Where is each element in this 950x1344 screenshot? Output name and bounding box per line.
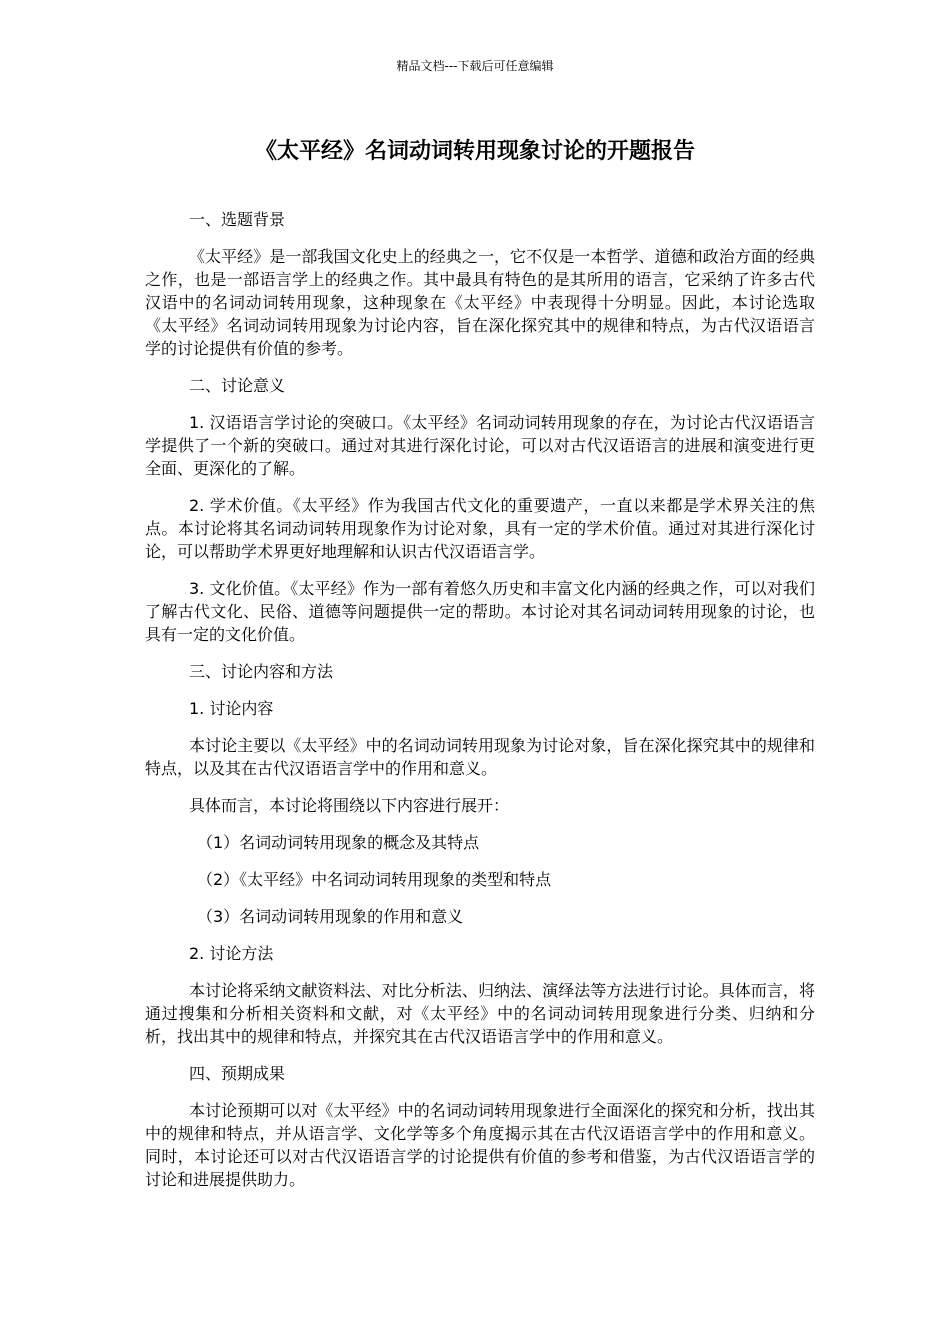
document-title: 《太平经》名词动词转用现象讨论的开题报告 xyxy=(254,139,695,164)
paragraph-outcomes: 本讨论预期可以对《太平经》中的名词动词转用现象进行全面深化的探究和分析，找出其中的规律和特点，并从语言学、文化学等多个角度揭示其在古代汉语语言学中的作用和意义。同时，本讨论还可以对古代汉语语言学的讨论提供有价值的参考和借鉴，为古代汉语语言学的讨论和进展提供助力。 xyxy=(145,1101,815,1189)
paragraph-significance-2: 2. 学术价值。《太平经》作为我国古代文化的重要遗产，一直以来都是学术界关注的焦点。本讨论将其名词动词转用现象作为讨论对象，具有一定的学术价值。通过对其进行深化讨论，可以帮助学术界更好地理解和认识古代汉语语言学。 xyxy=(145,496,815,561)
section-heading-outcomes: 四、预期成果 xyxy=(189,1064,286,1083)
paragraph-significance-3: 3. 文化价值。《太平经》作为一部有着悠久历史和丰富文化内涵的经典之作，可以对我们了解古代文化、民俗、道德等问题提供一定的帮助。本讨论对其名词动词转用现象的讨论，也具有一定的文化价值。 xyxy=(145,579,815,644)
section-heading-significance: 二、讨论意义 xyxy=(189,376,286,395)
subheading-method: 2. 讨论方法 xyxy=(189,944,274,963)
list-item-1: （1）名词动词转用现象的概念及其特点 xyxy=(197,833,480,852)
paragraph-background: 《太平经》是一部我国文化史上的经典之一，它不仅是一本哲学、道德和政治方面的经典之作，也是一部语言学上的经典之作。其中最具有特色的是其所用的语言，它采纳了许多古代汉语中的名词动词转用现象，这种现象在《太平经》中表现得十分明显。因此，本讨论选取《太平经》名词动词转用现象为讨论内容，旨在深化探究其中的规律和特点，为古代汉语语言学的讨论提供有价值的参考。 xyxy=(145,247,815,358)
list-item-2: （2）《太平经》中名词动词转用现象的类型和特点 xyxy=(197,870,552,889)
list-item-3: （3）名词动词转用现象的作用和意义 xyxy=(197,907,464,926)
paragraph-method: 本讨论将采纳文献资料法、对比分析法、归纳法、演绎法等方法进行讨论。具体而言，将通过搜集和分析相关资料和文献，对《太平经》中的名词动词转用现象进行分类、归纳和分析，找出其中的规律和特点，并探究其在古代汉语语言学中的作用和意义。 xyxy=(145,981,815,1046)
paragraph-significance-1: 1. 汉语语言学讨论的突破口。《太平经》名词动词转用现象的存在，为讨论古代汉语语言学提供了一个新的突破口。通过对其进行深化讨论，可以对古代汉语语言的进展和演变进行更全面、更深化的了解。 xyxy=(145,413,815,478)
section-heading-background: 一、选题背景 xyxy=(189,210,286,229)
document-body xyxy=(145,208,815,1205)
subheading-content: 1. 讨论内容 xyxy=(189,699,274,718)
paragraph-content-intro: 具体而言，本讨论将围绕以下内容进行展开： xyxy=(189,796,510,815)
section-heading-content-method: 三、讨论内容和方法 xyxy=(189,662,334,681)
paragraph-content: 本讨论主要以《太平经》中的名词动词转用现象为讨论对象，旨在深化探究其中的规律和特点，以及其在古代汉语语言学中的作用和意义。 xyxy=(145,736,815,778)
page-header: 精品文档---下载后可任意编辑 xyxy=(396,59,554,73)
